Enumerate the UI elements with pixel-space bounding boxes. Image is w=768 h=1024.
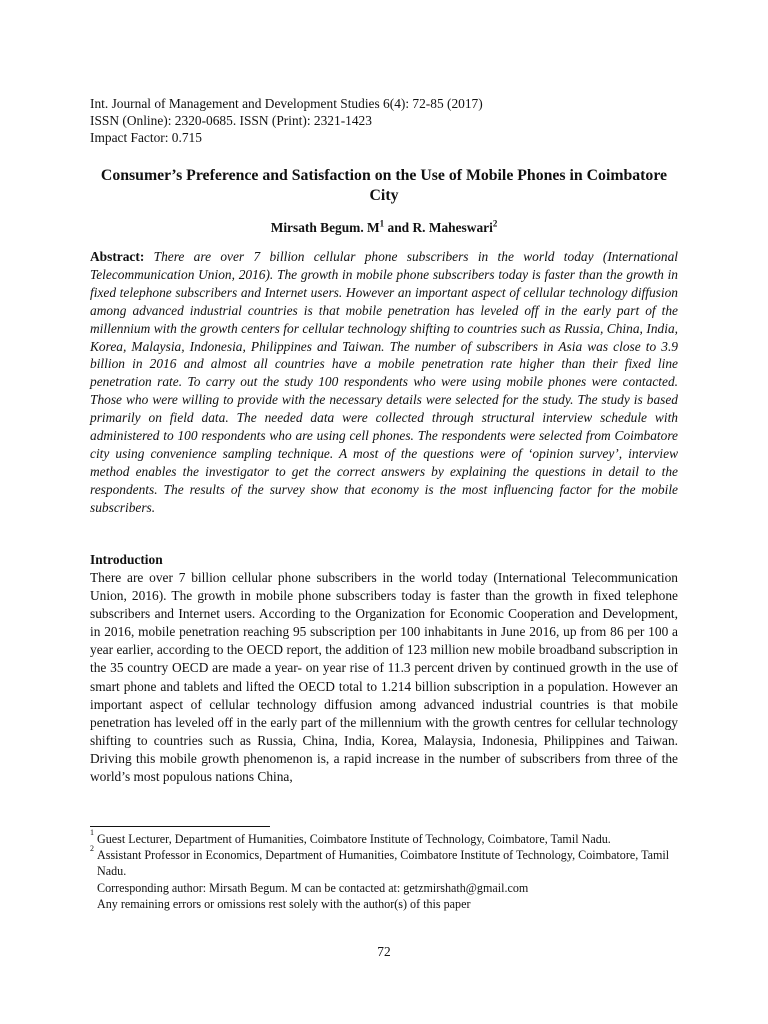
footnotes bbox=[90, 828, 678, 912]
footnote bbox=[90, 844, 678, 879]
footnote-mark: 2 bbox=[90, 844, 94, 854]
footnote-text: Guest Lecturer, Department of Humanities, Coimbatore Institute of Technology, Coimbatore, Tamil Nadu. bbox=[97, 832, 611, 846]
introduction-text: There are over 7 billion cellular phone subscribers in the world today (International Telecommunication Union, 2016). The growth in mobile phone subscribers today is faster than the growth in fixed telephone subscribers and Internet users. According to the Organization for Economic Cooperation and Development, in 2016, mobile penetration reaching 95 subscription per 100 inhabitants in June 2016, up from 86 per 100 a year earlier, according to the OECD report, the addition of 123 million new mobile broadband subscription in the 35 country OECD are made a year- on year rise of 11.3 percent driven by continued growth in the use of smart phone and tablets and lifted the OECD total to 1.214 billion subscription in a population. However an important aspect of cellular technology diffusion among advanced industrial countries is that mobile penetration has leveled off in the early part of the millennium with the growth centres for cellular technology shifting to countries such as Russia, China, India, Korea, Malaysia, Indonesia, Philippines and Taiwan. Driving this mobile growth phenomenon is, a rapid increase in the number of subscribers from three of the world’s most populous nations China, bbox=[90, 570, 678, 785]
abstract-text: There are over 7 billion cellular phone subscribers in the world today (International Telecommunication Union, 2016). The growth in mobile phone subscribers today is faster than the growth in fixed telephone subscribers and Internet users. However an important aspect of cellular technology diffusion among advanced industrial countries is that mobile penetration has leveled off in the early part of the millennium with the growth centers for cellular technology shifting to countries such as Russia, China, India, Korea, Malaysia, Indonesia, Philippines and Taiwan. The number of subscribers in Asia was close to 3.9 billion in 2016 and almost all countries have a mobile penetration rate higher than their fixed line penetration rate. To carry out the study 100 respondents who were using mobile phones were contacted. Those who were willing to provide with the necessary details were selected for the study. The study is based primarily on field data. The needed data were collected through structural interview schedule with administered to 100 respondents who are using cell phones. The respondents were selected from Coimbatore city using convenience sampling technique. A most of the questions were of ‘opinion survey’, interview method enables the investigator to get the correct answers by explaining the questions in detail to the respondents. The results of the survey show that economy is the most influencing factor for the mobile subscribers. bbox=[90, 249, 678, 515]
footnote-mark: 1 bbox=[90, 828, 94, 837]
journal-header bbox=[90, 95, 690, 146]
author-line bbox=[90, 219, 678, 237]
footnote-text: Assistant Professor in Economics, Department of Humanities, Coimbatore Institute of Technology, Coimbatore, Tamil Nadu. bbox=[97, 848, 670, 879]
impact-factor-line: Impact Factor: 0.715 bbox=[90, 130, 202, 145]
journal-line: Int. Journal of Management and Development Studies 6(4): 72-85 (2017) bbox=[90, 96, 483, 111]
author-name: R. Maheswari bbox=[412, 220, 493, 235]
footnote-divider bbox=[90, 826, 270, 827]
abstract bbox=[90, 248, 678, 517]
author-name: Mirsath Begum. M bbox=[270, 220, 380, 235]
paper-title: Consumer’s Preference and Satisfaction on the Use of Mobile Phones in Coimbatore City bbox=[100, 167, 668, 204]
disclaimer: Any remaining errors or omissions rest solely with the author(s) of this paper bbox=[97, 896, 471, 911]
affiliation-mark: 1 bbox=[379, 218, 385, 229]
author-separator: and bbox=[384, 220, 413, 235]
issn-line: ISSN (Online): 2320-0685. ISSN (Print): 2321-1423 bbox=[90, 113, 372, 128]
abstract-label: Abstract: bbox=[90, 249, 145, 264]
affiliation-mark: 2 bbox=[492, 218, 498, 229]
footnote bbox=[90, 828, 678, 847]
section-heading: Introduction bbox=[90, 552, 163, 567]
page-number: 72 bbox=[377, 944, 391, 959]
corresponding-author: Corresponding author: Mirsath Begum. M can be contacted at: getzmirshath@gmail.com bbox=[97, 880, 529, 895]
